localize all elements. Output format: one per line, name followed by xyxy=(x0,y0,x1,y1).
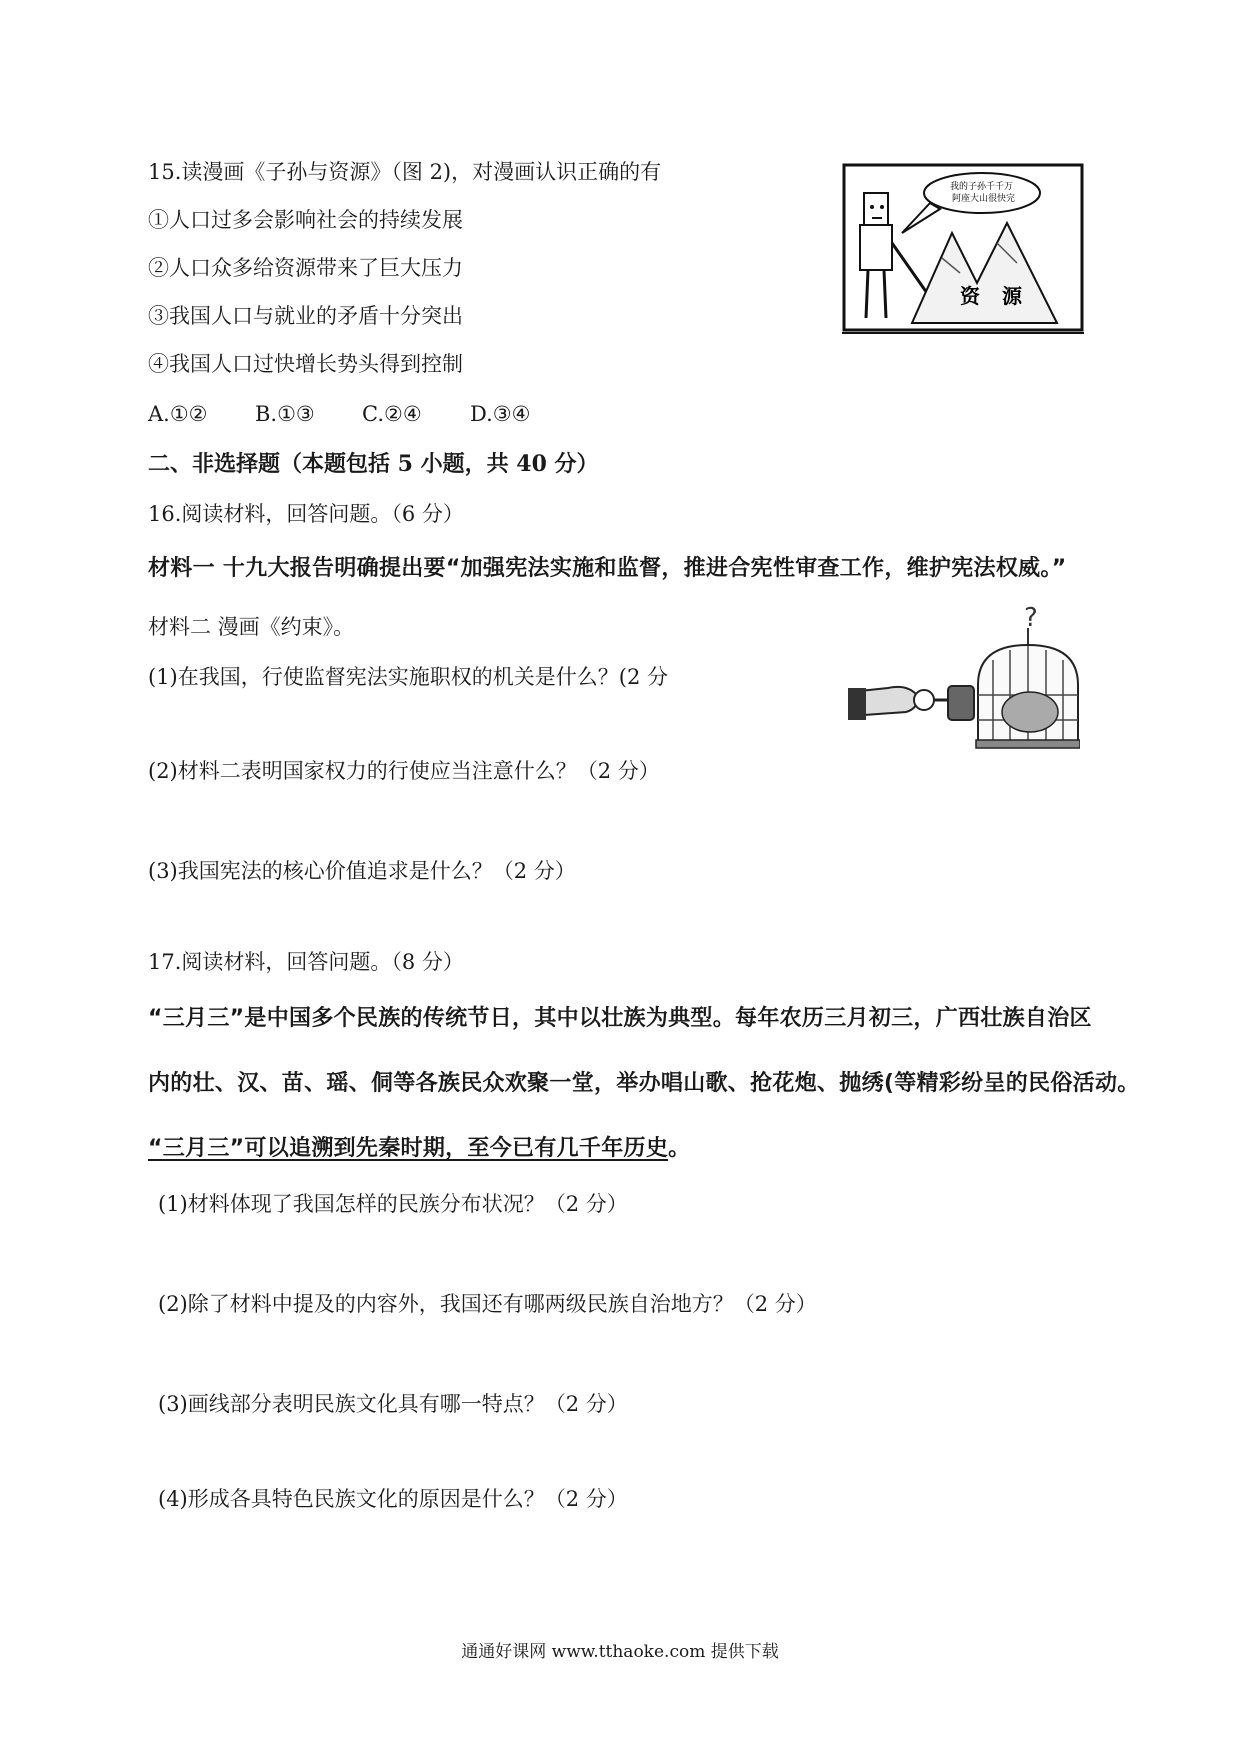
q16-sub-2: (2)材料二表明国家权力的行使应当注意什么？（2 分） xyxy=(148,759,660,783)
svg-text:?: ? xyxy=(1024,603,1038,633)
q17-stem: 17.阅读材料，回答问题。（8 分） xyxy=(148,950,464,974)
q15-option-b: B.①③ xyxy=(255,402,315,426)
q15-item-2: ②人口众多给资源带来了巨大压力 xyxy=(148,256,463,280)
q15-option-a: A.①② xyxy=(148,402,208,426)
q16-material-2: 材料二 漫画《约束》。 xyxy=(148,615,355,639)
cartoon-descendants-and-resources xyxy=(842,163,1084,338)
q16-sub-1: (1)在我国，行使监督宪法实施职权的机关是什么？(2 分 xyxy=(148,665,668,689)
q15-item-3: ③我国人口与就业的矛盾十分突出 xyxy=(148,304,463,328)
page-footer: 通通好课网 www.tthaoke.com 提供下载 xyxy=(461,1642,779,1662)
cartoon-bubble-text-1: 我的子孙千千万 xyxy=(950,182,1014,192)
q16-stem: 16.阅读材料，回答问题。（6 分） xyxy=(148,502,464,526)
q17-underlined-text: “三月三”可以追溯到先秦时期，至今已有几千年历史 xyxy=(148,1136,669,1161)
cartoon-bubble-text-2: 阿座大山很快完 xyxy=(952,194,1016,204)
q15-stem: 15.读漫画《子孙与资源》（图 2)，对漫画认识正确的有 xyxy=(148,160,662,184)
cartoon-restraint xyxy=(848,600,1080,752)
q17-para-3-end: 。 xyxy=(668,1136,691,1161)
section-2-title: 二、非选择题（本题包括 5 小题，共 40 分） xyxy=(148,451,599,477)
cartoon-mountain-label-1: 资 xyxy=(960,284,980,308)
cartoon-mountain-label-2: 源 xyxy=(1002,284,1022,308)
q15-item-4: ④我国人口过快增长势头得到控制 xyxy=(148,352,463,376)
q16-material-1: 材料一 十九大报告明确提出要“加强宪法实施和监督，推进合宪性审查工作，维护宪法权威。” xyxy=(148,556,1067,581)
q17-sub-3: (3)画线部分表明民族文化具有哪一特点？（2 分） xyxy=(158,1392,628,1416)
q17-sub-1: (1)材料体现了我国怎样的民族分布状况？（2 分） xyxy=(158,1192,628,1216)
q15-option-d: D.③④ xyxy=(470,402,531,426)
q16-sub-3: (3)我国宪法的核心价值追求是什么？（2 分） xyxy=(148,859,576,883)
q15-option-c: C.②④ xyxy=(362,402,422,426)
q15-item-1: ①人口过多会影响社会的持续发展 xyxy=(148,208,463,232)
q17-sub-4: (4)形成各具特色民族文化的原因是什么？（2 分） xyxy=(158,1487,628,1511)
q17-sub-2: (2)除了材料中提及的内容外，我国还有哪两级民族自治地方？（2 分） xyxy=(158,1292,817,1316)
q17-material-para-3 xyxy=(148,1135,690,1163)
q17-material-para-2: 内的壮、汉、苗、瑶、侗等各族民众欢聚一堂，举办唱山歌、抢花炮、抛绣(等精彩纷呈的民俗活动。 xyxy=(148,1071,1140,1096)
q17-material-para-1: “三月三”是中国多个民族的传统节日，其中以壮族为典型。每年农历三月初三，广西壮族自治区 xyxy=(148,1006,1092,1031)
